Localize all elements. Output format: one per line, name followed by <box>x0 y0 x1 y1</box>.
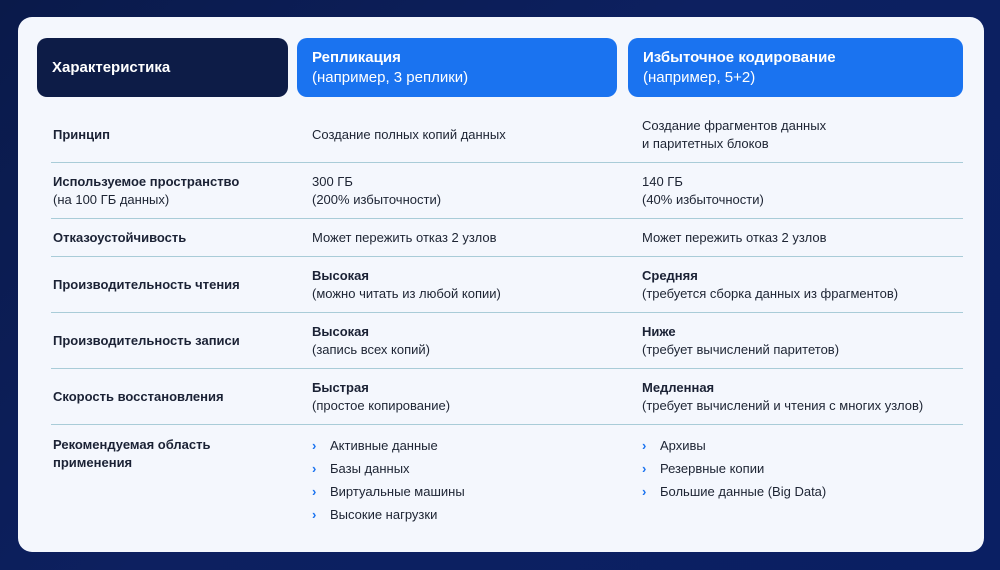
replication-value: Может пережить отказ 2 узлов <box>312 230 497 245</box>
ec-value-line1: Создание фрагментов данных <box>642 118 827 133</box>
row-label: Скорость восстановления <box>53 389 224 404</box>
header-replication-subtitle: (например, 3 реплики) <box>312 69 469 86</box>
chevron-right-icon: › <box>312 437 317 453</box>
list-item-text: Активные данные <box>330 437 438 453</box>
ec-note: (требует вычислений и чтения с многих узлов) <box>642 398 924 413</box>
list-item-text: Резервные копии <box>660 460 765 476</box>
chevron-right-icon: › <box>312 506 317 522</box>
header-replication <box>297 38 617 97</box>
chevron-right-icon: › <box>312 460 317 476</box>
header-replication-title: Репликация <box>312 49 401 66</box>
replication-use-case-list <box>312 434 612 526</box>
row-sublabel: (на 100 ГБ данных) <box>53 192 170 207</box>
list-item <box>312 480 612 503</box>
replication-value: Создание полных копий данных <box>312 127 506 142</box>
header-ec-subtitle: (например, 5+2) <box>643 69 756 86</box>
ec-value: Медленная <box>642 380 715 395</box>
row-label: Производительность чтения <box>53 277 240 292</box>
table-row-recovery-speed <box>51 370 963 425</box>
replication-note: (простое копирование) <box>312 398 451 413</box>
row-label: Производительность записи <box>53 333 240 348</box>
ec-value: 140 ГБ <box>642 174 683 189</box>
table-row-fault-tolerance <box>51 220 963 257</box>
ec-value: Ниже <box>642 324 676 339</box>
header-ec-title: Избыточное кодирование <box>643 49 836 66</box>
replication-value: Высокая <box>312 268 369 283</box>
list-item <box>312 434 612 457</box>
comparison-card <box>18 17 984 552</box>
list-item <box>642 434 962 457</box>
ec-use-case-list <box>642 434 962 503</box>
ec-note: (40% избыточности) <box>642 192 764 207</box>
row-label-line1: Рекомендуемая область <box>53 437 211 452</box>
list-item-text: Базы данных <box>330 460 410 476</box>
replication-note: (200% избыточности) <box>312 192 442 207</box>
chevron-right-icon: › <box>642 437 647 453</box>
list-item-text: Высокие нагрузки <box>330 506 438 522</box>
row-label: Принцип <box>53 127 110 142</box>
header-characteristic <box>37 38 288 97</box>
table-row-write-performance <box>51 314 963 369</box>
replication-note: (можно читать из любой копии) <box>312 286 501 301</box>
ec-note: (требуется сборка данных из фрагментов) <box>642 286 899 301</box>
list-item <box>312 503 612 526</box>
replication-note: (запись всех копий) <box>312 342 430 357</box>
row-label-line2: применения <box>53 455 133 470</box>
table-row-use-cases <box>51 426 963 536</box>
replication-value: Быстрая <box>312 380 369 395</box>
row-label: Используемое пространство <box>53 174 240 189</box>
chevron-right-icon: › <box>642 460 647 476</box>
chevron-right-icon: › <box>642 483 647 499</box>
table-row-space <box>51 164 963 219</box>
ec-value: Может пережить отказ 2 узлов <box>642 230 827 245</box>
list-item-text: Большие данные (Big Data) <box>660 483 827 499</box>
ec-value-line2: и паритетных блоков <box>642 136 769 151</box>
chevron-right-icon: › <box>312 483 317 499</box>
table-row-read-performance <box>51 258 963 313</box>
ec-value: Средняя <box>642 268 698 283</box>
list-item <box>312 457 612 480</box>
header-characteristic-label: Характеристика <box>52 59 171 76</box>
table-row-principle <box>51 108 963 163</box>
row-label: Отказоустойчивость <box>53 230 187 245</box>
list-item-text: Архивы <box>660 437 706 453</box>
header-erasure-coding <box>628 38 963 97</box>
replication-value: 300 ГБ <box>312 174 353 189</box>
list-item <box>642 457 962 480</box>
replication-value: Высокая <box>312 324 369 339</box>
list-item <box>642 480 962 503</box>
ec-note: (требует вычислений паритетов) <box>642 342 840 357</box>
list-item-text: Виртуальные машины <box>330 483 465 499</box>
